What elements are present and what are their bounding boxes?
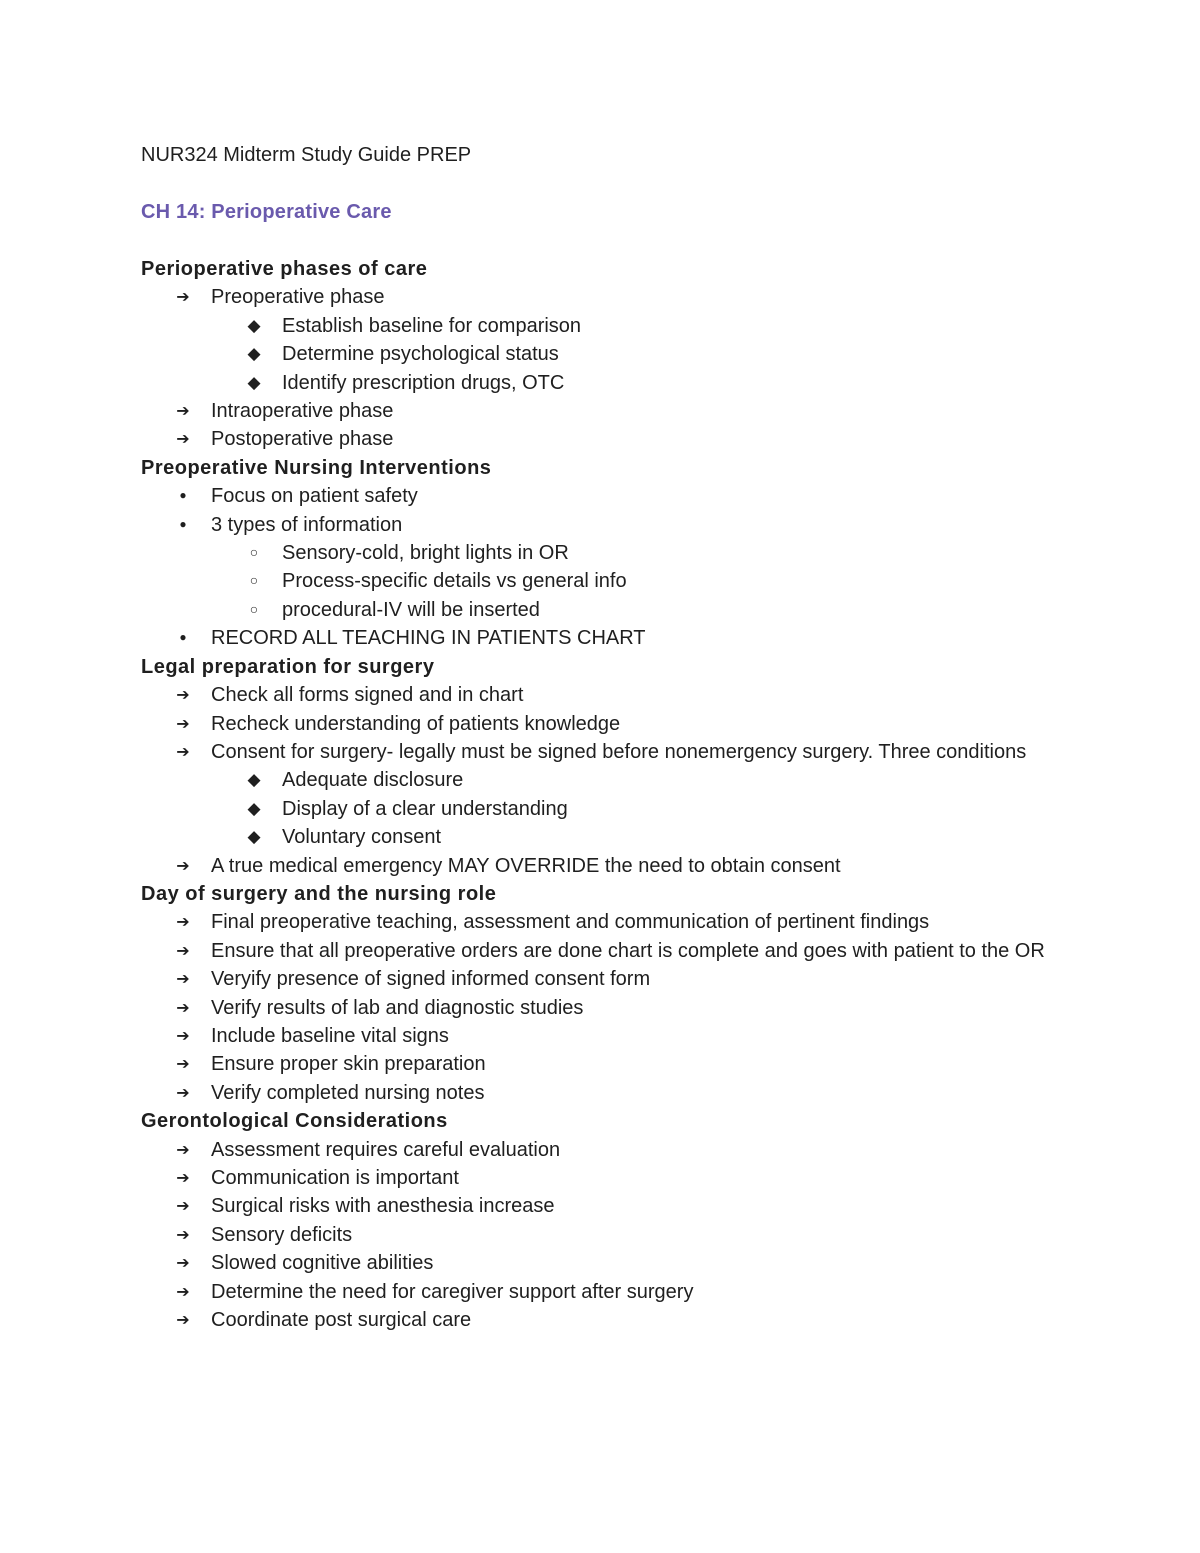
diamond-icon (242, 312, 266, 340)
document-title: NUR324 Midterm Study Guide PREP (141, 144, 472, 166)
diamond-icon (242, 766, 266, 794)
arrow-icon (171, 710, 195, 739)
section-heading: Gerontological Considerations (141, 1110, 448, 1133)
list-item-text: Voluntary consent (282, 826, 441, 849)
list-item-text: Intraoperative phase (211, 400, 394, 423)
list-item-text: Sensory deficits (211, 1223, 353, 1246)
arrow-icon (171, 1136, 195, 1165)
list-item-text: Adequate disclosure (282, 769, 464, 792)
list-item (141, 1164, 1061, 1192)
list-item (141, 1249, 1061, 1277)
arrow-icon (171, 1306, 195, 1335)
list-item-text: Postoperative phase (211, 428, 394, 451)
list-item-text: Verify completed nursing notes (211, 1081, 485, 1104)
list-item-text: Ensure that all preoperative orders are done chart is complete and goes with patient to the OR (211, 939, 1045, 962)
list-item (141, 908, 1061, 936)
list-item-text: Recheck understanding of patients knowledge (211, 712, 621, 735)
diamond-icon (242, 340, 266, 368)
list-item-text: Ensure proper skin preparation (211, 1053, 486, 1076)
arrow-icon (171, 1022, 195, 1051)
circle-icon (242, 539, 266, 567)
list-item-text: Coordinate post surgical care (211, 1309, 472, 1332)
list-item-text: Preoperative phase (211, 286, 385, 309)
arrow-icon (171, 937, 195, 966)
list-item (141, 681, 1061, 709)
arrow-icon (171, 681, 195, 710)
dot-icon (171, 482, 195, 511)
list-item (141, 937, 1061, 965)
list-item (141, 624, 1061, 652)
list-item-text: RECORD ALL TEACHING IN PATIENTS CHART (211, 627, 646, 650)
arrow-icon (171, 1050, 195, 1079)
arrow-icon (171, 1278, 195, 1307)
list-item-text: Process-specific details vs general info (282, 570, 627, 593)
arrow-icon (171, 283, 195, 312)
list-item (141, 511, 1061, 539)
list-item (141, 965, 1061, 993)
list-item (141, 312, 1061, 340)
list-item (141, 283, 1061, 311)
arrow-icon (171, 852, 195, 881)
list-item (141, 994, 1061, 1022)
list-item (141, 482, 1061, 510)
list-item (141, 823, 1061, 851)
arrow-icon (171, 965, 195, 994)
list-item (141, 738, 1061, 766)
list-item-text: Verify results of lab and diagnostic studies (211, 996, 584, 1019)
list-item-text: Final preoperative teaching, assessment and communication of pertinent findings (211, 911, 930, 934)
list-item-text: Communication is important (211, 1167, 459, 1189)
list-item (141, 397, 1061, 425)
arrow-icon (171, 1192, 195, 1221)
arrow-icon (171, 1164, 195, 1193)
section-heading: Perioperative phases of care (141, 258, 428, 280)
list-item-text: Slowed cognitive abilities (211, 1252, 434, 1275)
list-item-text: Assessment requires careful evaluation (211, 1138, 561, 1161)
list-item (141, 1022, 1061, 1050)
circle-icon (242, 596, 266, 624)
list-item (141, 766, 1061, 794)
list-item-text: A true medical emergency MAY OVERRIDE the need to obtain consent (211, 854, 841, 877)
section-heading: Day of surgery and the nursing role (141, 882, 497, 905)
list-item (141, 1278, 1061, 1306)
list-item-text: Establish baseline for comparison (282, 314, 582, 337)
list-item (141, 1136, 1061, 1164)
list-item-text: Determine the need for caregiver support after surgery (211, 1280, 694, 1303)
list-item (141, 539, 1061, 567)
list-item (141, 1050, 1061, 1078)
circle-icon (242, 567, 266, 595)
arrow-icon (171, 1079, 195, 1108)
arrow-icon (171, 994, 195, 1023)
list-item (141, 369, 1061, 397)
arrow-icon (171, 1221, 195, 1250)
diamond-icon (242, 369, 266, 397)
diamond-icon (242, 823, 266, 851)
list-item-text: Veryify presence of signed informed consent form (211, 968, 651, 991)
list-item (141, 795, 1061, 823)
list-item-text: Identify prescription drugs, OTC (282, 371, 565, 394)
arrow-icon (171, 425, 195, 454)
section-heading: Preoperative Nursing Interventions (141, 456, 492, 479)
list-item (141, 340, 1061, 368)
dot-icon (171, 624, 195, 653)
arrow-icon (171, 908, 195, 937)
arrow-icon (171, 738, 195, 767)
list-item-text: Sensory-cold, bright lights in OR (282, 542, 569, 565)
arrow-icon (171, 1249, 195, 1278)
list-item-text: Determine psychological status (282, 343, 559, 366)
dot-icon (171, 511, 195, 540)
list-item (141, 1221, 1061, 1249)
list-item (141, 852, 1061, 880)
list-item-text: Check all forms signed and in chart (211, 684, 524, 707)
list-item-text: Display of a clear understanding (282, 797, 568, 820)
list-item (141, 710, 1061, 738)
list-item (141, 1306, 1061, 1334)
list-item-text: Consent for surgery- legally must be signed before nonemergency surgery. Three conditions (211, 740, 1027, 763)
list-item-text: Focus on patient safety (211, 485, 418, 508)
list-item-text: 3 types of information (211, 513, 403, 536)
document-body (141, 255, 1061, 1334)
chapter-heading: CH 14: Perioperative Care (141, 201, 392, 223)
list-item-text: Include baseline vital signs (211, 1024, 449, 1047)
list-item (141, 567, 1061, 595)
list-item (141, 1192, 1061, 1220)
list-item (141, 1079, 1061, 1107)
list-item (141, 425, 1061, 453)
section-heading: Legal preparation for surgery (141, 655, 435, 678)
arrow-icon (171, 397, 195, 426)
list-item-text: Surgical risks with anesthesia increase (211, 1195, 555, 1218)
list-item (141, 596, 1061, 624)
diamond-icon (242, 795, 266, 823)
list-item-text: procedural-IV will be inserted (282, 598, 540, 621)
